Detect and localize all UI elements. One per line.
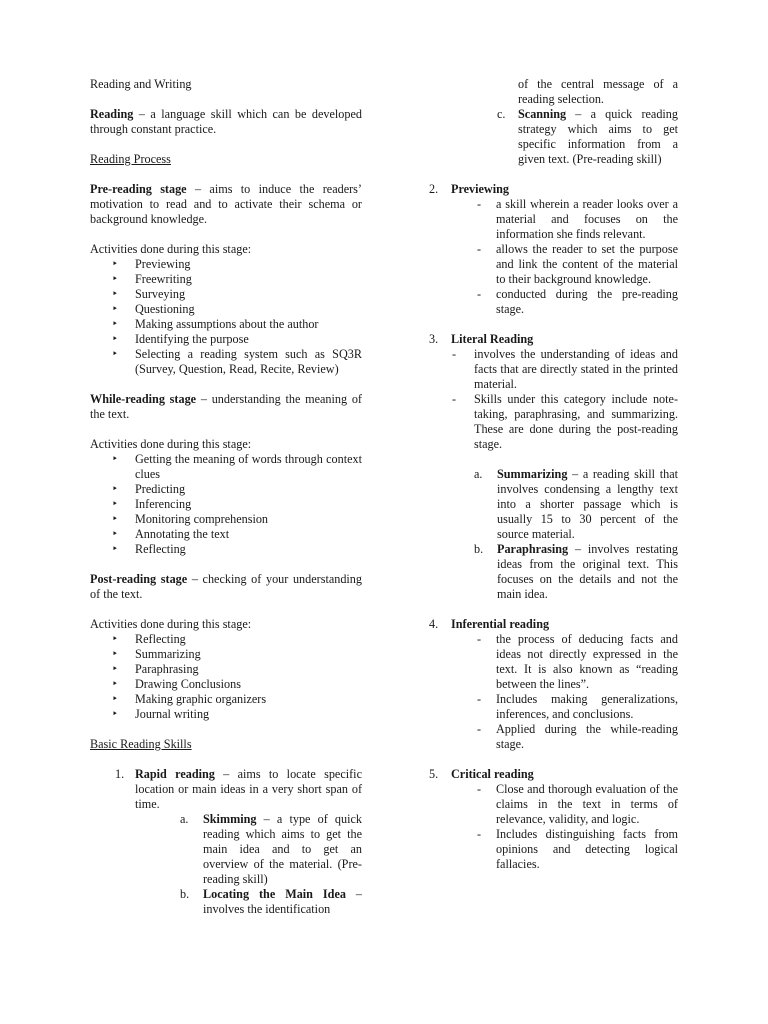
list-item: ‣ Selecting a reading system such as SQ3R (Survey, Question, Read, Recite, Review) (112, 347, 362, 376)
inferential-reading-term: Inferential reading (451, 617, 550, 631)
doc-title: Reading and Writing (90, 77, 192, 91)
while-reading-definition: While-reading stage – understanding the meaning of the text. (90, 392, 362, 421)
list-item: ‣ Previewing (112, 257, 191, 271)
locating-main-idea-item: b. Locating the Main Idea – involves the identification (180, 887, 363, 916)
list-item: ‣ Predicting (112, 482, 186, 496)
item-number: 3. (429, 332, 439, 346)
list-item: ‣ Identifying the purpose (112, 332, 249, 346)
scanning-item: c. Scanning – a quick reading strategy which aims to get specific information from a given text. (Pre-reading skill) (497, 107, 678, 166)
bullet-icon: ‣ (112, 634, 118, 645)
left-column (90, 77, 362, 917)
item-letter: a. (180, 812, 189, 826)
dash-icon: - (477, 287, 482, 301)
skimming-term: Skimming (203, 812, 257, 826)
bullet-icon: ‣ (112, 349, 118, 360)
literal-reading-term: Literal Reading (451, 332, 534, 346)
list-item: ‣ Paraphrasing (112, 662, 199, 676)
summarizing-term: Summarizing (497, 467, 568, 481)
locating-main-idea-term: Locating the Main Idea (203, 887, 346, 901)
post-reading-definition: Post-reading stage – checking of your understanding of the text. (90, 572, 362, 601)
basic-skills-heading: Basic Reading Skills (90, 737, 192, 751)
bullet-icon: ‣ (112, 499, 118, 510)
list-item: ‣ Making assumptions about the author (112, 317, 319, 331)
list-item: - Includes distinguishing facts from opinions and detecting logical fallacies. (477, 827, 678, 871)
bullet-icon: ‣ (112, 544, 118, 555)
list-item: ‣ Freewriting (112, 272, 192, 286)
bullet-icon: ‣ (112, 304, 118, 315)
list-item: ‣ Making graphic organizers (112, 692, 267, 706)
previewing-term: Previewing (451, 182, 509, 196)
item-number: 2. (429, 182, 439, 196)
item-letter: b. (474, 542, 484, 556)
bullet-icon: ‣ (112, 679, 118, 690)
bullet-icon: ‣ (112, 274, 118, 285)
critical-reading-term: Critical reading (451, 767, 534, 781)
right-column (425, 77, 678, 872)
pre-reading-term: Pre-reading stage (90, 182, 187, 196)
bullet-icon: ‣ (112, 664, 118, 675)
paraphrasing-term: Paraphrasing (497, 542, 569, 556)
bullet-icon: ‣ (112, 694, 118, 705)
pre-activities-label: Activities done during this stage: (90, 242, 252, 256)
previewing-heading (425, 182, 678, 197)
dash-icon: - (477, 827, 482, 841)
list-item: - allows the reader to set the purpose and link the content of the material to their background knowledge. (477, 242, 678, 286)
bullet-icon: ‣ (112, 649, 118, 660)
dash-icon: - (452, 347, 457, 361)
item-number: 1. (115, 767, 125, 781)
bullet-icon: ‣ (112, 319, 118, 330)
list-item: - involves the understanding of ideas and facts that are directly stated in the printed material. (452, 347, 678, 391)
dash-icon: - (477, 692, 482, 706)
dash-icon: - (477, 782, 482, 796)
dash-icon: - (477, 632, 482, 646)
list-item: ‣ Getting the meaning of words through context clues (112, 452, 362, 481)
list-item: ‣ Surveying (112, 287, 186, 301)
scanning-term: Scanning (518, 107, 567, 121)
item-number: 5. (429, 767, 439, 781)
reading-definition: Reading – a language skill which can be developed through constant practice. (90, 107, 362, 136)
list-item: ‣ Journal writing (112, 707, 210, 721)
rapid-reading-term: Rapid reading (135, 767, 215, 781)
item-letter: a. (474, 467, 483, 481)
dash-icon: - (452, 392, 457, 406)
list-item: - conducted during the pre-reading stage. (477, 287, 678, 316)
critical-reading-heading (425, 767, 678, 782)
inferential-reading-heading (425, 617, 678, 632)
list-item: ‣ Inferencing (112, 497, 192, 511)
bullet-icon: ‣ (112, 454, 118, 465)
list-item: - Includes making generalizations, inferences, and conclusions. (477, 692, 678, 721)
while-reading-term: While-reading stage (90, 392, 197, 406)
item-number: 4. (429, 617, 439, 631)
list-item: - Close and thorough evaluation of the claims in the text in terms of relevance, validity, and logic. (477, 782, 678, 826)
item-letter: b. (180, 887, 190, 901)
list-item: ‣ Reflecting (112, 632, 186, 646)
bullet-icon: ‣ (112, 334, 118, 345)
list-item: - Applied during the while-reading stage. (477, 722, 678, 751)
pre-reading-definition: Pre-reading stage – aims to induce the readers’ motivation to read and to activate their schema or background knowledge. (90, 182, 362, 226)
list-item: - the process of deducing facts and ideas not directly expressed in the text. It is also known as “reading between the lines”. (477, 632, 678, 691)
item-letter: c. (497, 107, 506, 121)
while-activities-label: Activities done during this stage: (90, 437, 252, 451)
summarizing-item: a. Summarizing – a reading skill that involves condensing a lengthy text into a shorter passage which is usually 15 to 30 percent of the source material. (474, 467, 678, 541)
post-activities-label: Activities done during this stage: (90, 617, 252, 631)
list-item: ‣ Reflecting (112, 542, 186, 556)
list-item: - Skills under this category include note-taking, paraphrasing, and summarizing. These are done during the post-reading stage. (452, 392, 678, 451)
paraphrasing-item: b. Paraphrasing – involves restating ideas from the original text. This focuses on the details and not the main idea. (474, 542, 678, 601)
post-reading-term: Post-reading stage (90, 572, 188, 586)
post-activities-list (90, 632, 362, 722)
dash-icon: - (477, 722, 482, 736)
pre-activities-list (90, 257, 362, 377)
list-item: ‣ Annotating the text (112, 527, 230, 541)
rapid-reading-item: 1. Rapid reading – aims to locate specific location or main ideas in a very short span of time. (115, 767, 362, 811)
locating-main-idea-continued: of the central message of a reading selection. (518, 77, 678, 106)
reading-process-heading: Reading Process (90, 152, 171, 166)
bullet-icon: ‣ (112, 484, 118, 495)
reading-term: Reading (90, 107, 134, 121)
bullet-icon: ‣ (112, 289, 118, 300)
dash-icon: - (477, 242, 482, 256)
skimming-item: a. Skimming – a type of quick reading which aims to get the main idea and to get an overview of the material. (Pre-reading skill) (180, 812, 362, 886)
list-item: ‣ Drawing Conclusions (112, 677, 241, 691)
list-item: ‣ Questioning (112, 302, 195, 316)
dash-icon: - (477, 197, 482, 211)
while-activities-list (90, 452, 362, 557)
list-item: ‣ Summarizing (112, 647, 201, 661)
bullet-icon: ‣ (112, 514, 118, 525)
list-item: ‣ Monitoring comprehension (112, 512, 269, 526)
bullet-icon: ‣ (112, 529, 118, 540)
list-item: - a skill wherein a reader looks over a material and focuses on the information she finds relevant. (477, 197, 678, 241)
literal-reading-heading (425, 332, 678, 347)
bullet-icon: ‣ (112, 259, 118, 270)
bullet-icon: ‣ (112, 709, 118, 720)
